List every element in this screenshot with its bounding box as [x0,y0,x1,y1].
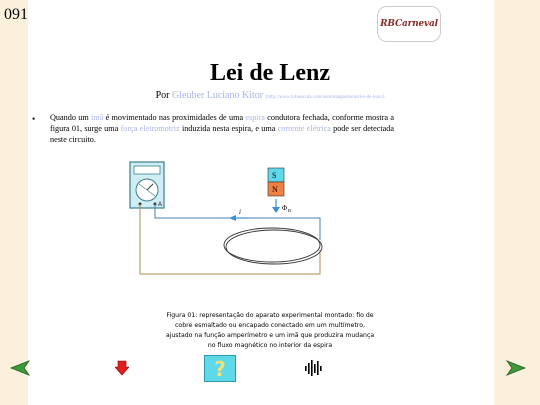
right-arrow-icon [507,361,525,375]
logo-text: RBCarneval [380,19,438,29]
author-link[interactable]: Gleuber Luciano Kitor [172,90,264,101]
figure-caption [0,311,540,351]
body-text: é movimentado nas proximidades de uma [103,113,246,122]
help-label: ? [214,356,226,381]
sound-bars-icon [305,360,322,376]
body-text: condutora fechada, conforme mostra a figura 01, surge uma [50,113,394,133]
current-arrow-icon [229,208,249,221]
body-text: Quando um [50,113,91,122]
multimeter-icon [130,162,164,208]
slide-number: 091 [4,6,28,23]
logo [377,6,441,42]
flux-arrow-icon [272,199,291,213]
prev-slide-button[interactable] [10,360,30,376]
caption-line: cobre esmaltado ou encapado conectado em um multímetro, [175,322,365,329]
wire-brown [140,204,320,274]
magnet-south-label: S [272,171,277,180]
bullet-icon: • [32,114,36,124]
current-label: i [239,208,241,216]
experiment-figure [120,158,340,288]
body-text: induzida nesta espira, e uma [179,124,278,133]
down-button[interactable] [115,360,129,376]
caption-line: ajustado na função amperímetro e um imã que produzira mudança [165,332,375,339]
source-url-link[interactable]: (http://www.infoescola.com/eletromagnetismo/lei-de-lenz/) [265,95,385,100]
byline [0,90,540,101]
magnet-north-label: N [272,185,278,194]
flux-label: Φ [282,204,288,212]
magnet-icon [268,168,284,196]
body-paragraph [50,112,394,145]
meter-terminal-label: A [158,202,163,208]
coil-loop [224,228,322,264]
link-ima[interactable]: ímã [91,113,104,122]
left-arrow-icon [11,361,29,375]
caption-line: Figura 01: representação do aparato experimental montado: fio de [166,312,374,319]
audio-button[interactable] [304,358,324,378]
caption-line: no fluxo magnético no interior da espira [207,342,333,349]
byline-prefix: Por [155,90,172,101]
body-text: pode ser detectada neste circuito. [50,124,395,144]
link-espira[interactable]: espira [245,113,265,122]
down-arrow-icon [115,361,129,375]
link-forca-eletromotriz[interactable]: força eletromotriz [120,124,180,133]
flux-subscript: B [288,208,292,213]
page-title: Lei de Lenz [210,60,330,86]
link-corrente-eletrica[interactable]: corrente elétrica [277,124,331,133]
next-slide-button[interactable] [506,360,526,376]
wire-blue [155,204,320,240]
help-button[interactable] [204,355,236,382]
